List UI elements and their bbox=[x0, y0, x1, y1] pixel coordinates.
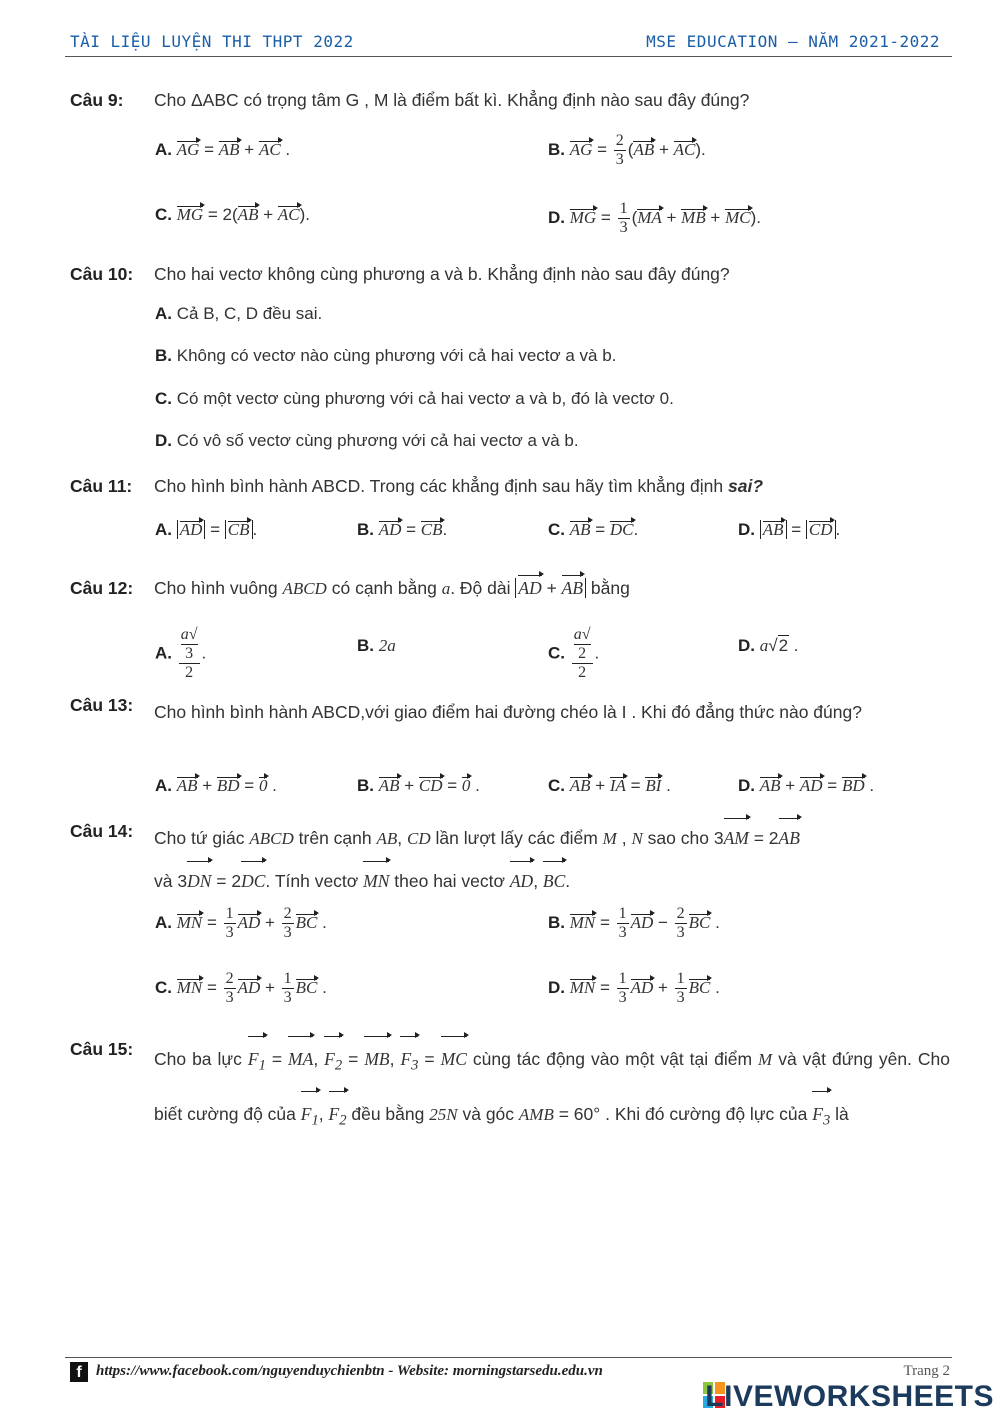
question-number: Câu 10: bbox=[70, 264, 134, 284]
q11-option-c[interactable]: C. AB = DC. bbox=[548, 520, 639, 539]
q14-option-c[interactable]: C. MN = $\frac{2}{3}$ AD + $\frac{1}{3}$ BC . bbox=[155, 970, 327, 1006]
question-12: Câu 12: Cho hình vuông ABCD có cạnh bằng a. Độ dài AD + AB bằng bbox=[70, 574, 950, 603]
q14-option-a[interactable]: A. MN = $\frac{1}{3}$ AD + $\frac{2}{3}$ BC . bbox=[155, 905, 327, 941]
q13-option-b[interactable]: B. AB + CD = 0 . bbox=[357, 776, 480, 795]
question-9 bbox=[70, 86, 950, 114]
q9-option-d[interactable]: D. MG = $\frac{1}{3}$ (MA + MB + MC). bbox=[548, 200, 761, 236]
q13-option-d[interactable]: D. AB + AD = BD . bbox=[738, 776, 875, 795]
question-number: Câu 12: bbox=[70, 578, 134, 598]
question-number: Câu 9: bbox=[70, 90, 124, 110]
question-number: Câu 11: bbox=[70, 476, 133, 496]
q11-option-d[interactable]: D. AB = CD . bbox=[738, 520, 841, 539]
footer-link[interactable]: https://www.facebook.com/nguyenduychienbtn - Website: morningstarsedu.edu.vn bbox=[96, 1363, 603, 1379]
header-divider bbox=[65, 56, 952, 57]
q12-option-a[interactable]: A. a√ 3 2 . bbox=[155, 626, 207, 681]
q10-option-a[interactable]: A. Cả B, C, D đều sai. bbox=[155, 304, 323, 323]
question-15: Câu 15: Cho ba lực $F_1$ = MA, $F_2$ = MB, $F_3$ = MC cùng tác động vào một vật tại điểm M và vật đứng yên. Cho biết cường độ của $F_1$, $F_2$ đều bằng 25N và góc AMB = 60° . Khi đó cường độ lực của $F_3$ là bbox=[70, 1035, 950, 1144]
q12-option-b[interactable]: B. 2a bbox=[357, 636, 396, 655]
q11-option-b[interactable]: B. AD = CB. bbox=[357, 520, 448, 539]
q12-option-d[interactable]: D. a√2 . bbox=[738, 636, 799, 655]
question-text: Cho hình bình hành ABCD,với giao điểm hai đường chéo là I . Khi đó đẳng thức nào đúng? bbox=[154, 702, 862, 722]
question-text: Cho hai vectơ không cùng phương a và b. Khẳng định nào sau đây đúng? bbox=[154, 264, 730, 284]
q13-option-a[interactable]: A. AB + BD = 0 . bbox=[155, 776, 277, 795]
question-14: Câu 14: Cho tứ giác ABCD trên cạnh AB, CD lần lượt lấy các điểm M , N sao cho 3AM = 2AB và 3DN = 2DC. Tính vectơ MN theo hai vectơ AD, BC. bbox=[70, 817, 950, 902]
question-number: Câu 14: bbox=[70, 821, 134, 841]
question-10 bbox=[70, 260, 950, 288]
q12-option-c[interactable]: C. a√ 2 2 . bbox=[548, 626, 600, 681]
q11-option-a[interactable]: A. AD = CB . bbox=[155, 520, 258, 539]
q9-option-c[interactable]: C. MG = 2(AB + AC). bbox=[155, 205, 310, 224]
q10-option-c[interactable]: C. Có một vectơ cùng phương với cả hai vectơ a và b, đó là vectơ 0. bbox=[155, 389, 674, 408]
q13-option-c[interactable]: C. AB + IA = BI . bbox=[548, 776, 671, 795]
question-number: Câu 15: bbox=[70, 1039, 134, 1059]
header-edition: MSE EDUCATION – NĂM 2021-2022 bbox=[646, 32, 940, 51]
question-text: Cho hình bình hành ABCD. Trong các khẳng định sau hãy tìm khẳng định bbox=[154, 476, 724, 496]
question-text: Cho ΔABC có trọng tâm G , M là điểm bất kì. Khẳng định nào sau đây đúng? bbox=[154, 90, 750, 110]
facebook-icon: f bbox=[70, 1362, 88, 1382]
question-emphasis: sai? bbox=[728, 476, 764, 496]
question-number: Câu 13: bbox=[70, 695, 134, 715]
question-11 bbox=[70, 472, 950, 500]
footer-divider bbox=[65, 1357, 952, 1358]
q10-option-b[interactable]: B. Không có vectơ nào cùng phương với cả hai vectơ a và b. bbox=[155, 346, 617, 365]
q9-option-b[interactable]: B. AG = $\frac{2}{3}$ (AB + AC). bbox=[548, 132, 706, 168]
q9-option-a[interactable]: A. AG = AB + AC . bbox=[155, 140, 291, 159]
liveworksheets-brand: LIVEWORKSHEETS bbox=[705, 1380, 994, 1413]
q14-option-b[interactable]: B. MN = $\frac{1}{3}$ AD − $\frac{2}{3}$ BC . bbox=[548, 905, 720, 941]
q10-option-d[interactable]: D. Có vô số vectơ cùng phương với cả hai vectơ a và b. bbox=[155, 431, 579, 450]
page-number: Trang 2 bbox=[903, 1363, 950, 1379]
question-13 bbox=[70, 691, 950, 733]
header-title: TÀI LIỆU LUYỆN THI THPT 2022 bbox=[70, 32, 354, 51]
q14-option-d[interactable]: D. MN = $\frac{1}{3}$ AD + $\frac{1}{3}$ BC . bbox=[548, 970, 720, 1006]
